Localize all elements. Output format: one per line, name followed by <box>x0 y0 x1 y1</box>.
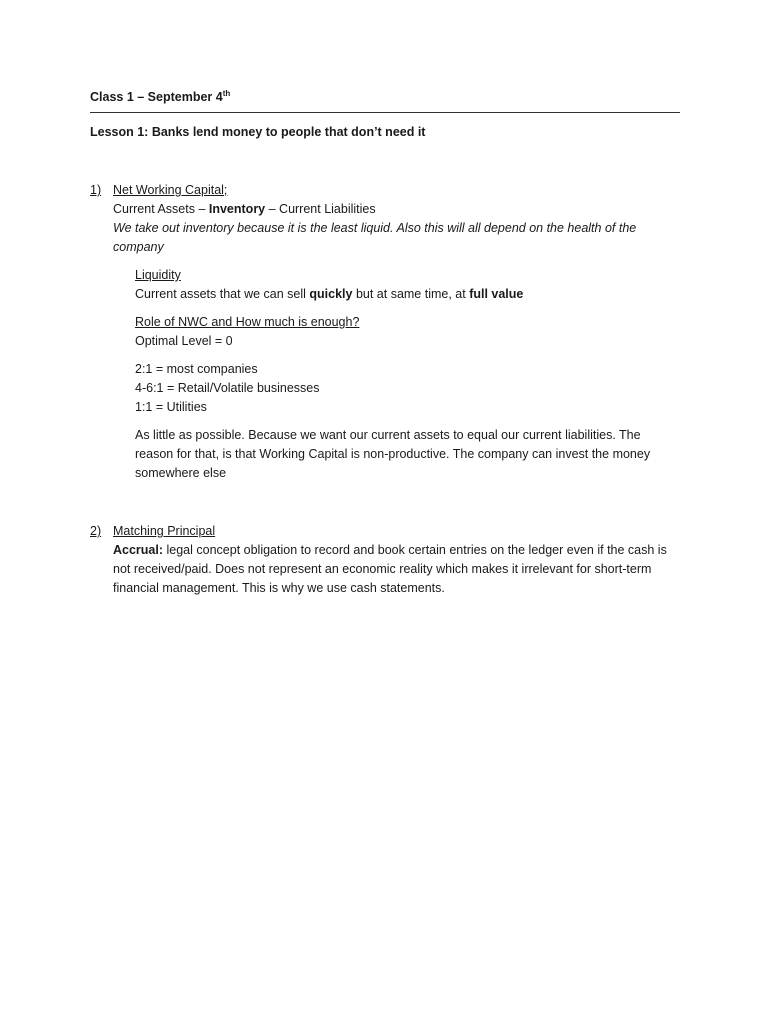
formula-part: – Current Liabilities <box>265 202 376 216</box>
liquidity-emphasis: full value <box>469 287 524 301</box>
lesson-label: Lesson 1: <box>90 125 149 139</box>
header-title-superscript: th <box>222 88 231 98</box>
accrual-paragraph <box>113 541 680 598</box>
formula-emphasis: Inventory <box>208 202 266 216</box>
liquidity-emphasis: quickly <box>309 287 353 301</box>
section-net-working-capital <box>90 181 680 483</box>
liquidity-text <box>135 285 680 304</box>
liquidity-text-part: but at same time, at <box>352 287 470 301</box>
accrual-label: Accrual: <box>113 543 164 557</box>
ratios-block <box>135 360 680 417</box>
section-number: 1) <box>90 183 102 197</box>
ratio-line: 1:1 = Utilities <box>135 400 207 414</box>
optimal-level: Optimal Level = 0 <box>135 334 233 348</box>
section-number: 2) <box>90 524 102 538</box>
explanation-block <box>135 426 680 483</box>
section-matching-principal <box>90 522 680 598</box>
lesson-text: Banks lend money to people that don’t need it <box>148 125 426 139</box>
liquidity-block <box>135 266 680 304</box>
role-title: Role of NWC and How much is enough? <box>135 315 360 329</box>
liquidity-text-part: Current assets that we can sell <box>135 287 310 301</box>
page-header <box>90 88 680 113</box>
explanation-text: As little as possible. Because we want our current assets to equal our current liabilities. The reason for that, is that Working Capital is non-productive. The company can invest the money somewhere else <box>135 428 651 480</box>
liquidity-title: Liquidity <box>135 268 181 282</box>
section-title: Matching Principal <box>113 524 216 538</box>
formula-part: Current Assets – <box>113 202 209 216</box>
lesson-line <box>90 123 680 142</box>
nwc-note: We take out inventory because it is the least liquid. Also this will all depend on the health of the company <box>113 221 637 254</box>
ratio-line: 2:1 = most companies <box>135 362 258 376</box>
role-block <box>135 313 680 351</box>
nwc-formula <box>113 200 680 219</box>
accrual-text: legal concept obligation to record and book certain entries on the ledger even if the cash is not received/paid. Does not represent an economic reality which makes it irrelevant for short-term financial management. This is why we use cash statements. <box>113 543 667 595</box>
document-page <box>90 88 680 598</box>
section-title: Net Working Capital; <box>113 183 228 197</box>
ratio-line: 4-6:1 = Retail/Volatile businesses <box>135 381 320 395</box>
header-title: Class 1 – September 4 <box>90 90 223 104</box>
